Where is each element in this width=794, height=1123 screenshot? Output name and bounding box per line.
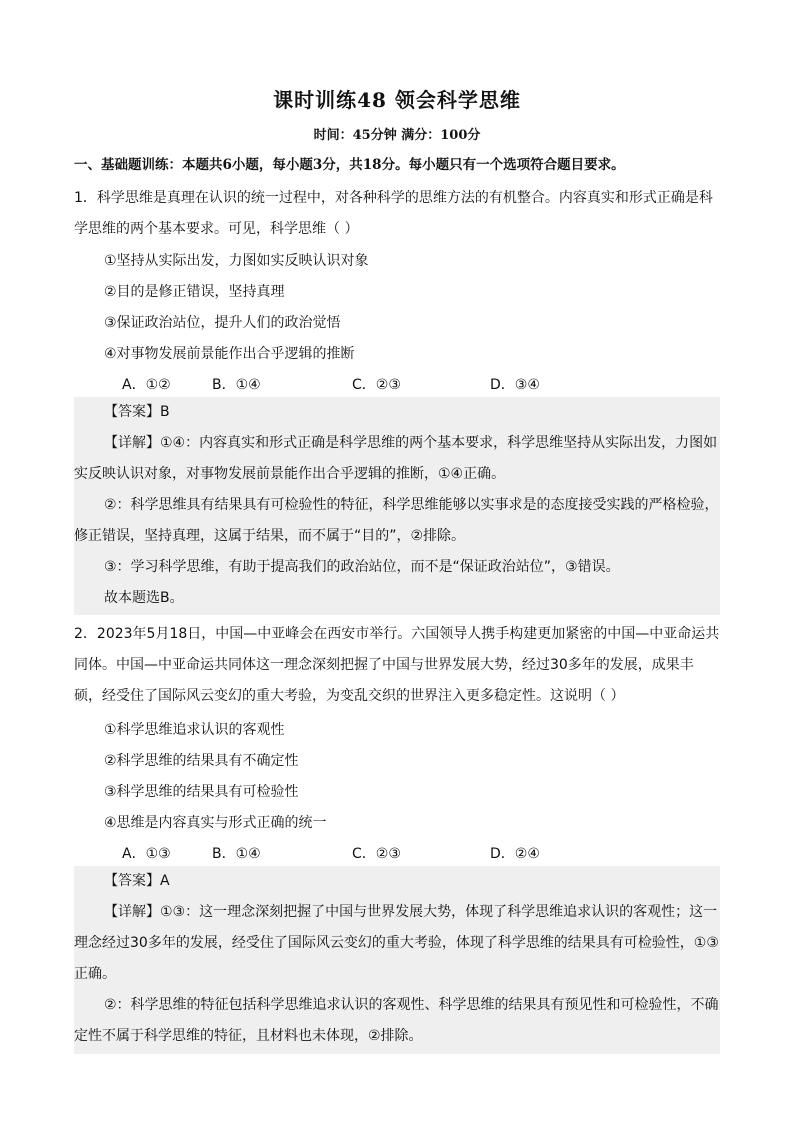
question-2-answer: 【答案】A [104, 873, 170, 889]
question-2-item-2: ②科学思维的结果具有不确定性 [104, 753, 299, 769]
question-1-detail-1: 【详解】①④：内容真实和形式正确是科学思维的两个基本要求，科学思维坚持从实际出发，力图如实反映认识对象，对事物发展前景能作出合乎逻辑的推断，①④正确。 [74, 435, 718, 482]
question-1-option-b: B．①④ [212, 377, 261, 393]
question-1-stem: 1．科学思维是真理在认识的统一过程中，对各种科学的思维方法的有机整合。内容真实和形式正确是科学思维的两个基本要求。可见，科学思维（ ） [74, 190, 713, 237]
question-2-stem: 2．2023年5月18日，中国—中亚峰会在西安市举行。六国领导人携手构建更加紧密的中国—中亚命运共同体。中国—中亚命运共同体这一理念深刻把握了中国与世界发展大势，经过30多年的发展，成果丰硕，经受住了国际风云变幻的重大考验，为变乱交织的世界注入更多稳定性。这说明（ ） [74, 626, 720, 704]
question-2-item-3: ③科学思维的结果具有可检验性 [104, 784, 299, 800]
question-2-item-4: ④思维是内容真实与形式正确的统一 [104, 815, 327, 831]
question-2-option-d: D．②④ [490, 846, 540, 862]
question-1-item-2: ②目的是修正错误，坚持真理 [104, 284, 285, 300]
question-2-answer-block [74, 866, 720, 1054]
question-1-detail-3: ③：学习科学思维，有助于提高我们的政治站位，而不是“保证政治站位”，③错误。 [104, 559, 620, 575]
question-2-detail-1: 【详解】①③：这一理念深刻把握了中国与世界发展大势，体现了科学思维追求认识的客观性；这一理念经过30多年的发展，经受住了国际风云变幻的重大考验，体现了科学思维的结果具有可检验性，①③正确。 [74, 904, 719, 982]
exam-info: 时间：45分钟 满分：100分 [313, 128, 481, 143]
question-1-item-3: ③保证政治站位，提升人们的政治觉悟 [104, 315, 341, 331]
question-2-detail-2: ②：科学思维的特征包括科学思维追求认识的客观性、科学思维的结果具有预见性和可检验性，不确定性不属于科学思维的特征，且材料也未体现，②排除。 [74, 997, 719, 1044]
question-1-conclusion: 故本题选B。 [104, 590, 184, 606]
page-title: 课时训练48 领会科学思维 [273, 88, 521, 112]
question-1-item-4: ④对事物发展前景能作出合乎逻辑的推断 [104, 346, 355, 362]
question-1-answer: 【答案】B [104, 404, 170, 420]
question-2-option-a: A．①③ [122, 846, 171, 862]
question-1-item-1: ①坚持从实际出发，力图如实反映认识对象 [104, 253, 369, 269]
question-1-option-c: C．②③ [352, 377, 401, 393]
question-2-option-c: C．②③ [352, 846, 401, 862]
question-2-option-b: B．①④ [212, 846, 261, 862]
question-1-answer-block [74, 397, 720, 615]
question-1-detail-2: ②：科学思维具有结果具有可检验性的特征，科学思维能够以实事求是的态度接受实践的严格检验，修正错误，坚持真理，这属于结果，而不属于“目的”，②排除。 [74, 497, 719, 544]
question-1-option-d: D．③④ [490, 377, 540, 393]
question-2-item-1: ①科学思维追求认识的客观性 [104, 722, 285, 738]
question-1-option-a: A．①② [122, 377, 171, 393]
section-heading: 一、基础题训练：本题共6小题，每小题3分，共18分。每小题只有一个选项符合题目要求。 [74, 157, 625, 173]
